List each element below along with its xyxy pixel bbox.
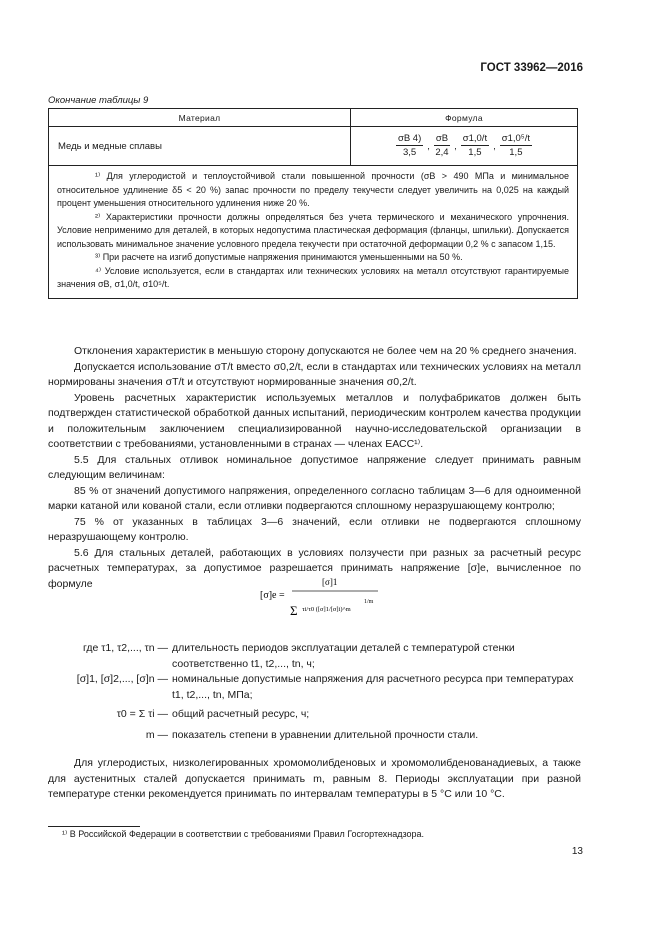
table-row — [49, 127, 578, 166]
legend-text: длительность периодов эксплуатации деталей с температурой стенки соответственно t1, t2,..., tn, ч; — [172, 642, 515, 670]
table-notes — [49, 166, 578, 299]
legend-symbol: [σ]1, [σ]2,..., [σ]n — — [76, 673, 168, 685]
col-formula-header: Формула — [351, 109, 578, 127]
legend-symbol: τ0 = Σ τi — — [116, 708, 168, 720]
paragraph: Уровень расчетных характеристик используемых металлов и полуфабрикатов должен быть подтвержден статистической обработкой данных испытаний, периодическим контролем качества продукции и положительным заключением специализированной научно-исследовательской организации в соответствии с требованиями, установленными в странах — членах ЕАСС¹⁾. — [48, 391, 581, 450]
body-section-1 — [48, 344, 581, 592]
table-note: ⁴⁾ Условие используется, если в стандартах или технических условиях на металл отсутствуют гарантируемые значения σВ, σ1,0/t, σ10⁵/t. — [57, 265, 569, 289]
allowable-stress-formula — [260, 573, 380, 623]
table-caption: Окончание таблицы 9 — [48, 95, 149, 106]
paragraph: 5.5 Для стальных отливок номинальное допустимое напряжение следует принимать равным следующим величинам: — [48, 453, 581, 481]
table-note: ³⁾ При расчете на изгиб допустимые напряжения принимаются уменьшенными на 50 %. — [95, 252, 463, 262]
legend-symbol: где τ1, τ2,..., τn — — [83, 642, 168, 654]
formula-lhs: [σ]е = — [260, 590, 285, 601]
col-material-header: Материал — [49, 109, 351, 127]
legend-row — [48, 672, 581, 703]
paragraph: 85 % от значений допустимого напряжения, определенного согласно таблицам 3—6 для одноименной марки катаной или кованой стали, если отливки подвергаются сплошному неразрушающему контролю; — [48, 484, 581, 512]
formula-fractions: $\frac{\sigma В 4)}{3,5}$ , $\frac{\sigma В}{2,4}$ , $\frac{\sigma 1,0/t}{1,5}$ , $\frac{\text{σ1,0⁵/t}}{1,5}$ — [397, 133, 531, 158]
formula-inner: τi/τ0 ([σ]1/[σ]i)^m — [302, 606, 351, 613]
fraction: $\frac{\sigma 1,0/t}{1,5}$ — [462, 133, 488, 158]
legend-text: показатель степени в уравнении длительной прочности стали. — [172, 728, 479, 741]
footnote: ¹⁾ В Российской Федерации в соответствии с требованиями Правил Госгортехнадзора. — [62, 829, 425, 839]
paragraph: Отклонения характеристик в меньшую сторону допускаются не более чем на 20 % среднего значения. — [74, 345, 577, 357]
formula-legend — [48, 641, 581, 743]
paragraph: Для углеродистых, низколегированных хромомолибденовых и хромомолибденованадиевых, а также для аустенитных сталей допускается принимать m, равным 8. Периоды эксплуатации при разной температуре стенки рекомендуется принимать по интервалам температуры в 5 °С или 10 °С. — [48, 757, 581, 800]
legend-row — [48, 728, 581, 744]
page-number: 13 — [571, 846, 583, 857]
footnote-divider — [48, 826, 140, 827]
paragraph: Допускается использование σT/t вместо σ0,2/t, если в стандартах или технических условиях на металл нормированы значения σT/t и отсутствуют нормированные значения σ0,2/t. — [48, 360, 581, 388]
formula-exponent: 1/m — [364, 599, 374, 605]
materials-table — [48, 108, 578, 299]
fraction: $\frac{\text{σ1,0⁵/t}}{1,5}$ — [501, 133, 531, 158]
standard-header: ГОСТ 33962—2016 — [480, 62, 583, 74]
sum-symbol: Σ — [290, 603, 298, 618]
legend-row — [48, 707, 581, 723]
legend-row — [48, 641, 581, 672]
formula-cell — [351, 127, 578, 166]
fraction: $\frac{\sigma В 4)}{3,5}$ — [397, 133, 422, 158]
table-note: ¹⁾ Для углеродистой и теплоустойчивой стали повышенной прочности (σВ > 490 МПа и минимальное относительное удлинение δ5 < 20 %) запас прочности по пределу текучести следует увеличить на 0,025 на каждый процент уменьшения относительного удлинения ниже 20 %. — [57, 171, 569, 208]
fraction: $\frac{\sigma В}{2,4}$ — [435, 133, 449, 158]
body-section-2 — [48, 756, 581, 803]
paragraph: 75 % от указанных в таблицах 3—6 значений, если отливки не подвергаются сплошному неразрушающему контролю. — [48, 515, 581, 543]
table-note: ²⁾ Характеристики прочности должны определяться без учета термического и механического упрочнения. Условие неприменимо для деталей, в которых недопустима пластическая деформация (фланцы, шпильки). Допускается использовать минимальное значение условного предела текучести при остаточной деформации 0,2 % с запасом 1,15. — [57, 211, 569, 249]
formula-numerator: [σ]1 — [322, 577, 338, 587]
legend-text: общий расчетный ресурс, ч; — [172, 708, 310, 720]
legend-symbol: m — — [145, 728, 168, 741]
material-cell: Медь и медные сплавы — [49, 127, 351, 166]
paragraph: 5.6 Для стальных деталей, работающих в условиях ползучести при разных за расчетный ресурс расчетных температурах, за допустимое разрешается принимать напряжение [σ]е, вычисленное по формуле — [48, 546, 581, 590]
legend-text: номинальные допустимые напряжения для расчетного ресурса при температурах t1, t2,..., tn, МПа; — [172, 673, 574, 701]
